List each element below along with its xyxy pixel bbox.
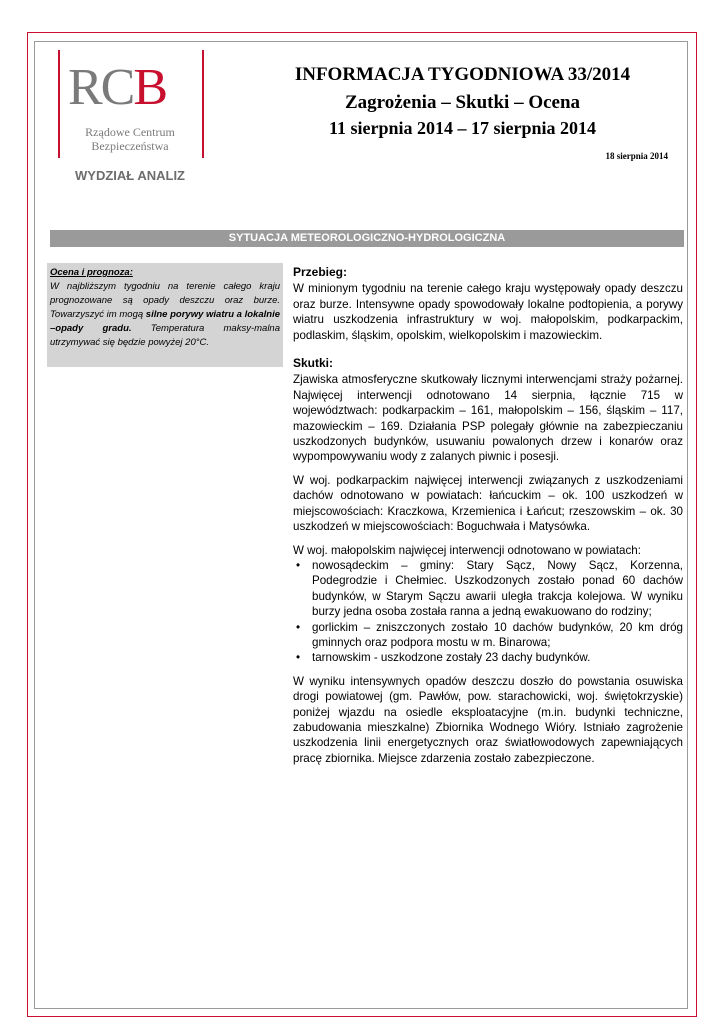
course-heading: Przebieg:: [293, 265, 348, 279]
main-content: [293, 265, 683, 766]
list-item-text: tarnowskim - uszkodzone zostały 23 dachy budynków.: [312, 651, 591, 665]
list-item: [293, 558, 683, 620]
logo-subtitle-line2: Bezpieczeństwa: [91, 139, 169, 153]
effects-heading: Skutki:: [293, 356, 334, 371]
bullet-list: [293, 558, 683, 666]
forecast-box: [47, 263, 283, 367]
bullet-icon: •: [296, 558, 301, 572]
forecast-title: Ocena i prognoza:: [50, 267, 133, 278]
section-header: SYTUACJA METEOROLOGICZNO-HYDROLOGICZNA: [50, 230, 684, 247]
department-name: WYDZIAŁ ANALIZ: [75, 168, 185, 183]
forecast-text-bold: silne porywy wiatru a lokalnie –opady gradu.: [50, 309, 280, 334]
effects-paragraph: W woj. małopolskim najwięcej interwencji odnotowano w powiatach:: [293, 543, 641, 557]
list-item: [293, 620, 683, 651]
effects-paragraph: W woj. podkarpackim najwięcej interwencji związanych z uszkodzeniami dachów odnotowano w powiatach: łańcuckim – ok. 100 uszkodzeń w miejscowościach: Kraczkowa, Krzemienica i Łańcut; rzeszowskim – ok. 30 uszkodzeń w miejscowościach: Boguchwała i Matysówka.: [293, 473, 683, 534]
logo-letter-b: B: [133, 59, 167, 116]
bullet-icon: •: [296, 620, 301, 634]
list-item: [293, 650, 683, 665]
bullet-icon: •: [296, 651, 301, 665]
logo-subtitle: [60, 125, 200, 153]
logo-subtitle-line1: Rządowe Centrum: [85, 125, 175, 139]
forecast-text-part2: Temperatura maksy-malna utrzymywać się będzie powyżej 20°C.: [50, 323, 280, 348]
list-item-text: nowosądeckim – gminy: Stary Sącz, Nowy Sącz, Korzenna, Podegrodzie i Chełmiec. Uszkodzonych zostało ponad 60 dachów budynków, w Starym Sączu awarii uległa trakcja kolejowa. W wyniku burzy jedna osoba została ranna a jedną ewakuowano do rodziny;: [312, 558, 683, 619]
document-subtitle: Zagrożenia – Skutki – Ocena: [344, 92, 581, 113]
forecast-text: [50, 280, 280, 350]
effects-paragraph: W wyniku intensywnych opadów deszczu doszło do powstania osuwiska drogi powiatowej (gm. Pawłów, pow. starachowicki, woj. świętokrzyskie) poniżej wjazdu na osiedle eksploatacyjne (m.in. budynki techniczne, zabudowania mieszkalne) Zbiornika Wodnego Wióry. Istniało zagrożenie uszkodzenia linii energetycznych oraz światłowodowych zapewniających pracę zbiornika. Miejsce zdarzenia zostało zabezpieczone.: [293, 674, 683, 765]
document-title: INFORMACJA TYGODNIOWA 33/2014: [294, 64, 631, 85]
document-period: 11 sierpnia 2014 – 17 sierpnia 2014: [328, 118, 597, 138]
document-date: 18 sierpnia 2014: [605, 151, 668, 161]
effects-paragraph: Zjawiska atmosferyczne skutkowały licznymi interwencjami straży pożarnej. Najwięcej interwencji odnotowano 14 sierpnia, łącznie 715 w województwach: podkarpackim – 161, małopolskim – 156, śląskim – 117, mazowieckim – 169. Działania PSP polegały głównie na zabezpieczaniu uszkodzonych budynków, usuwaniu powalonych drzew i konarów oraz wypompowywaniu wody z zalanych piwnic i posesji.: [293, 373, 683, 464]
forecast-text-part1: W najbliższym tygodniu na terenie całego kraju prognozowane są opady deszczu oraz burze. Towarzyszyć im mogą: [50, 281, 280, 320]
course-text: W minionym tygodniu na terenie całego kraju występowały opady deszczu oraz burze. Intensywne opady spowodowały lokalne podtopienia, a porywy wiatru uszkodzenia infrastruktury w woj. małopolskim, podkarpackim, podlaskim, śląskim, opolskim, wielkopolskim i mazowieckim.: [293, 282, 683, 342]
logo-letters-rc: RC: [68, 59, 134, 116]
logo-right-bar: [202, 50, 204, 158]
list-item-text: gorlickim – zniszczonych zostało 10 dachów budynków, 20 km dróg gminnych oraz podpora mostu w m. Binarowa;: [312, 620, 683, 649]
logo: [68, 58, 194, 118]
